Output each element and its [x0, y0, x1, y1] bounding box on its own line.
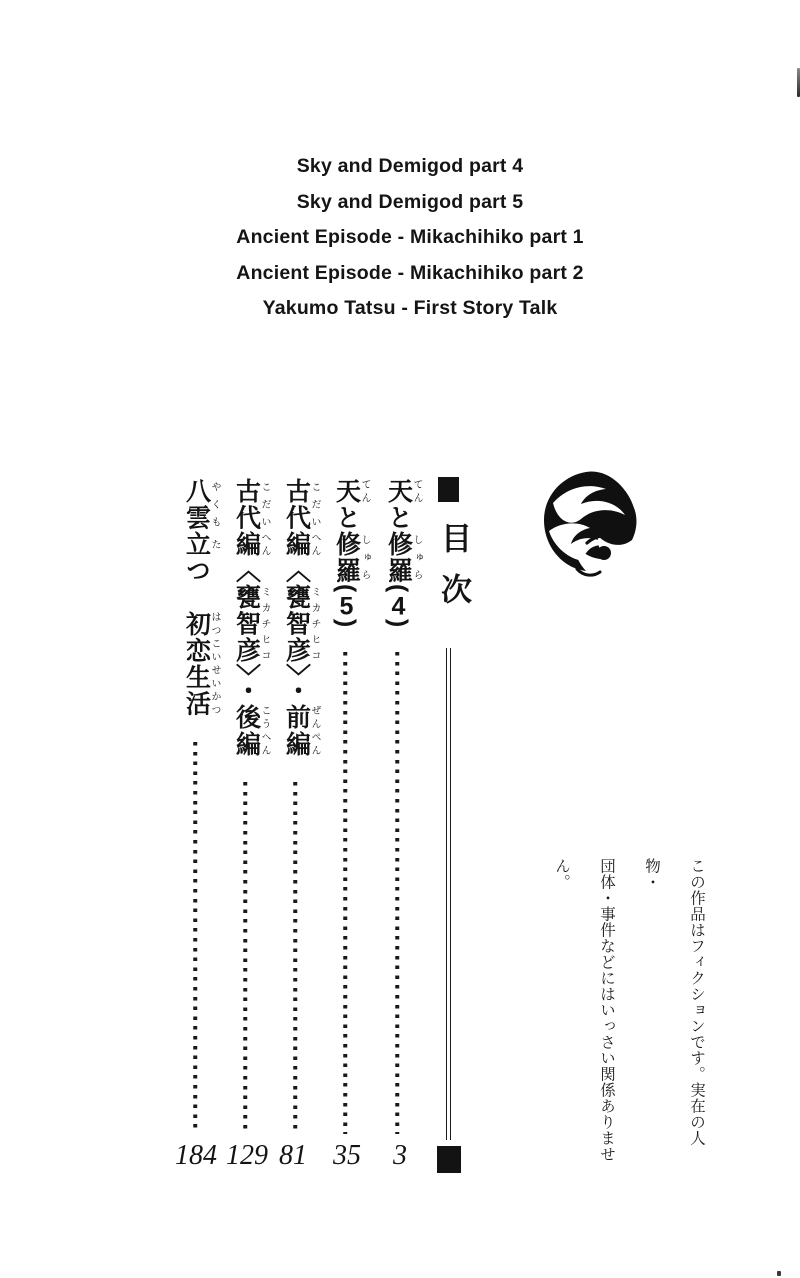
toc-heading: 目次: [436, 522, 471, 624]
toc-page-number: 129: [226, 1140, 268, 1171]
swirl-face-logo-icon: [540, 470, 640, 588]
toc-page-number: 81: [279, 1140, 307, 1171]
english-title: Sky and Demigod part 4: [296, 155, 524, 177]
disclaimer-line: この作品はフィクションです。実在の人物・: [643, 858, 705, 1146]
toc-bottom-square-marker: [437, 1146, 461, 1173]
english-title: Yakumo Tatsu - First Story Talk: [262, 297, 558, 319]
toc-page-number: 184: [175, 1140, 217, 1171]
toc-page-number: 3: [393, 1140, 407, 1171]
dot-leader: [243, 782, 247, 1134]
fiction-disclaimer: [539, 858, 719, 1173]
toc-top-square-marker: [438, 477, 459, 502]
disclaimer-line: 団体・事件などにはいっさい関係ありません。: [553, 858, 615, 1162]
english-title: Ancient Episode - Mikachihiko part 2: [236, 261, 584, 284]
scan-speck: [777, 1271, 781, 1276]
english-title: Sky and Demigod part 5: [296, 190, 524, 213]
toc-double-rule: [446, 648, 451, 1140]
dot-leader: [293, 782, 297, 1134]
toc-entry-title: 天てんと修羅しゅら(4): [384, 478, 422, 629]
toc-entry-title: 八雲やくも立たつ 初恋はつこい生活せいかつ: [182, 478, 220, 717]
english-title-list: [20, 149, 800, 327]
english-title: Ancient Episode - Mikachihiko part 1: [236, 226, 584, 248]
dot-leader: [343, 652, 347, 1134]
toc-entry-title: 古代こだい編へん〈甕智彦ミカチヒコ〉・前ぜん編ぺん: [282, 478, 320, 757]
dot-leader: [193, 742, 197, 1134]
toc-entry-title: 古代こだい編へん〈甕智彦ミカチヒコ〉・後こう編へん: [232, 478, 270, 757]
dot-leader: [395, 652, 399, 1134]
logo-eye: [597, 546, 611, 560]
toc-entry-title: 天てんと修羅しゅら(5): [332, 478, 370, 629]
toc-page-number: 35: [333, 1140, 361, 1171]
